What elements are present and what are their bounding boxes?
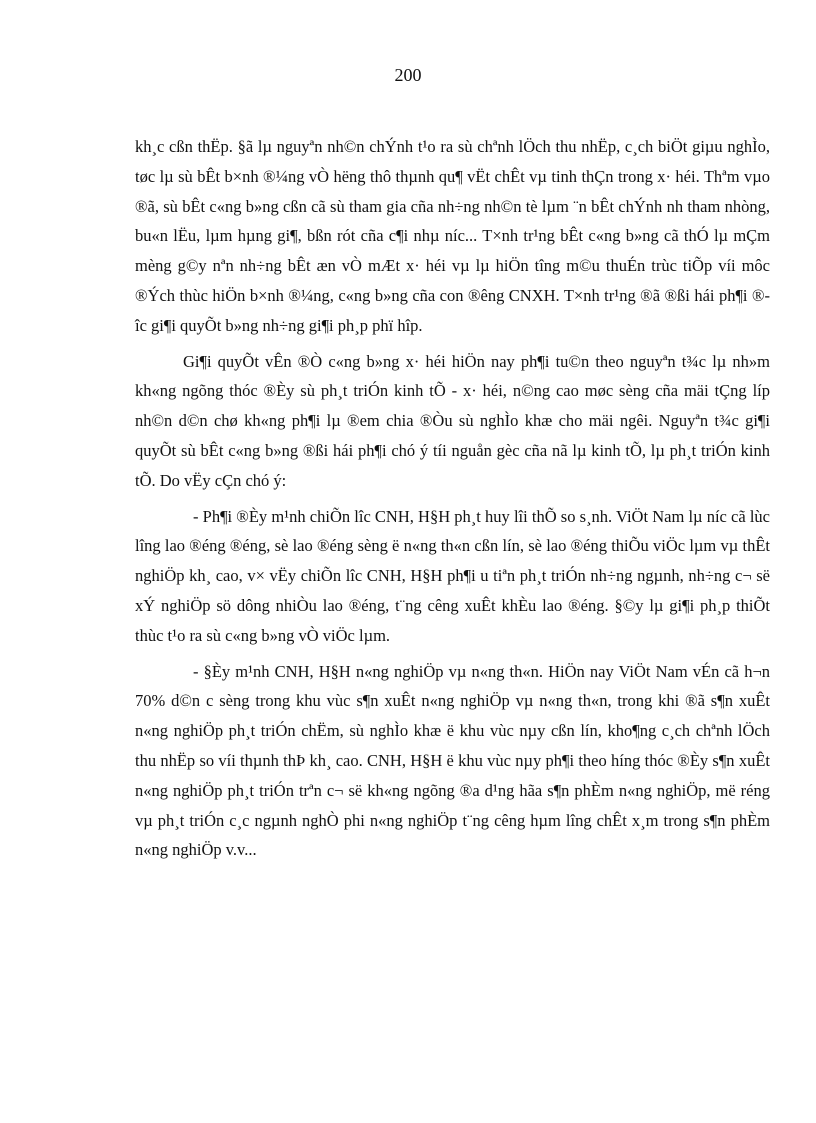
page-number: 200 xyxy=(394,65,422,85)
paragraph-1: kh¸c cßn thËp. §ã lµ nguyªn nh©n chÝnh t¹o ra sù chªnh lÖch thu nhËp, c¸ch biÖt giµu nghÌo, tøc lµ sù bÊt b×nh ®¼ng vÒ hëng thô thµnh qu¶ vËt chÊt vµ tinh thÇn trong x· héi. Thªm vµo ®ã, sù bÊt c«ng b»ng cßn cã sù tham gia cña nh÷ng nh©n tè lµm ¨n bÊt chÝnh nh tham nhòng, bu«n lËu, lµm hµng gi¶, bßn rót cña c¶i nhµ níc... T×nh tr¹ng bÊt c«ng b»ng cã thÓ lµ mÇm mèng g©y nªn nh÷ng bÊt æn vÒ mÆt x· héi vµ lµ hiÖn tîng m©u thuÉn trùc tiÕp víi môc ®Ých thùc hiÖn b×nh ®¼ng, c«ng b»ng cña con ®êng CNXH. T×nh tr¹ng ®ã ®ßi hái ph¶i ®îc gi¶i quyÕt b»ng nh÷ng gi¶i ph¸p phï hîp. xyxy=(135,137,770,335)
paragraph-3: - Ph¶i ®Èy m¹nh chiÕn lîc CNH, H§H ph¸t huy lîi thÕ so s¸nh. ViÖt Nam lµ níc cã lùc lîng lao ®éng ®éng, sè lao ®éng sèng ë n«ng th«n cßn lín, sè lao ®éng thiÕu viÖc lµm vµ thÊt nghiÖp kh¸ cao, v× vËy chiÕn lîc CNH, H§H ph¶i u tiªn ph¸t triÓn nh÷ng ngµnh, nh÷ng c¬ së xÝ nghiÖp sö dông nhiÒu lao ®éng, t¨ng cêng xuÊt khÈu lao ®éng. §©y lµ gi¶i ph¸p thiÕt thùc t¹o ra sù c«ng b»ng vÒ viÖc lµm. xyxy=(135,506,770,645)
paragraph-4: - §Èy m¹nh CNH, H§H n«ng nghiÖp vµ n«ng th«n. HiÖn nay ViÖt Nam vÉn cã h¬n 70% d©n c sèng trong khu vùc s¶n xuÊt n«ng nghiÖp vµ n«ng th«n, trong khi ®ã s¶n xuÊt n«ng nghiÖp ph¸t triÓn chËm, sù nghÌo khæ ë khu vùc nµy cßn lín, kho¶ng c¸ch chªnh lÖch thu nhËp so víi thµnh thÞ kh¸ cao. CNH, H§H ë khu vùc nµy ph¶i theo híng thóc ®Èy s¶n xuÊt n«ng nghiÖp ph¸t triÓn trªn c¬ së kh«ng ngõng ®a d¹ng hãa s¶n phÈm n«ng nghiÖp, më réng vµ ph¸t triÓn c¸c ngµnh nghÒ phi n«ng nghiÖp t¨ng cêng hµm lîng chÊt x¸m trong s¶n phÈm n«ng nghiÖp v.v... xyxy=(135,661,770,860)
document-body xyxy=(135,132,770,871)
paragraph-2: Gi¶i quyÕt vÊn ®Ò c«ng b»ng x· héi hiÖn nay ph¶i tu©n theo nguyªn t¾c lµ nh»m kh«ng ngõng thóc ®Èy sù ph¸t triÓn kinh tÕ - x· héi, n©ng cao møc sèng cña mäi tÇng líp nh©n d©n chø kh«ng ph¶i lµ ®em chia ®Òu sù nghÌo khæ cho mäi ngêi. Nguyªn t¾c gi¶i quyÕt sù bÊt c«ng b»ng ®ßi hái ph¶i chó ý tíi nguån gèc cña nã lµ kinh tÕ, lµ ph¸t triÓn kinh tÕ. Do vËy cÇn chó ý: xyxy=(135,351,770,490)
